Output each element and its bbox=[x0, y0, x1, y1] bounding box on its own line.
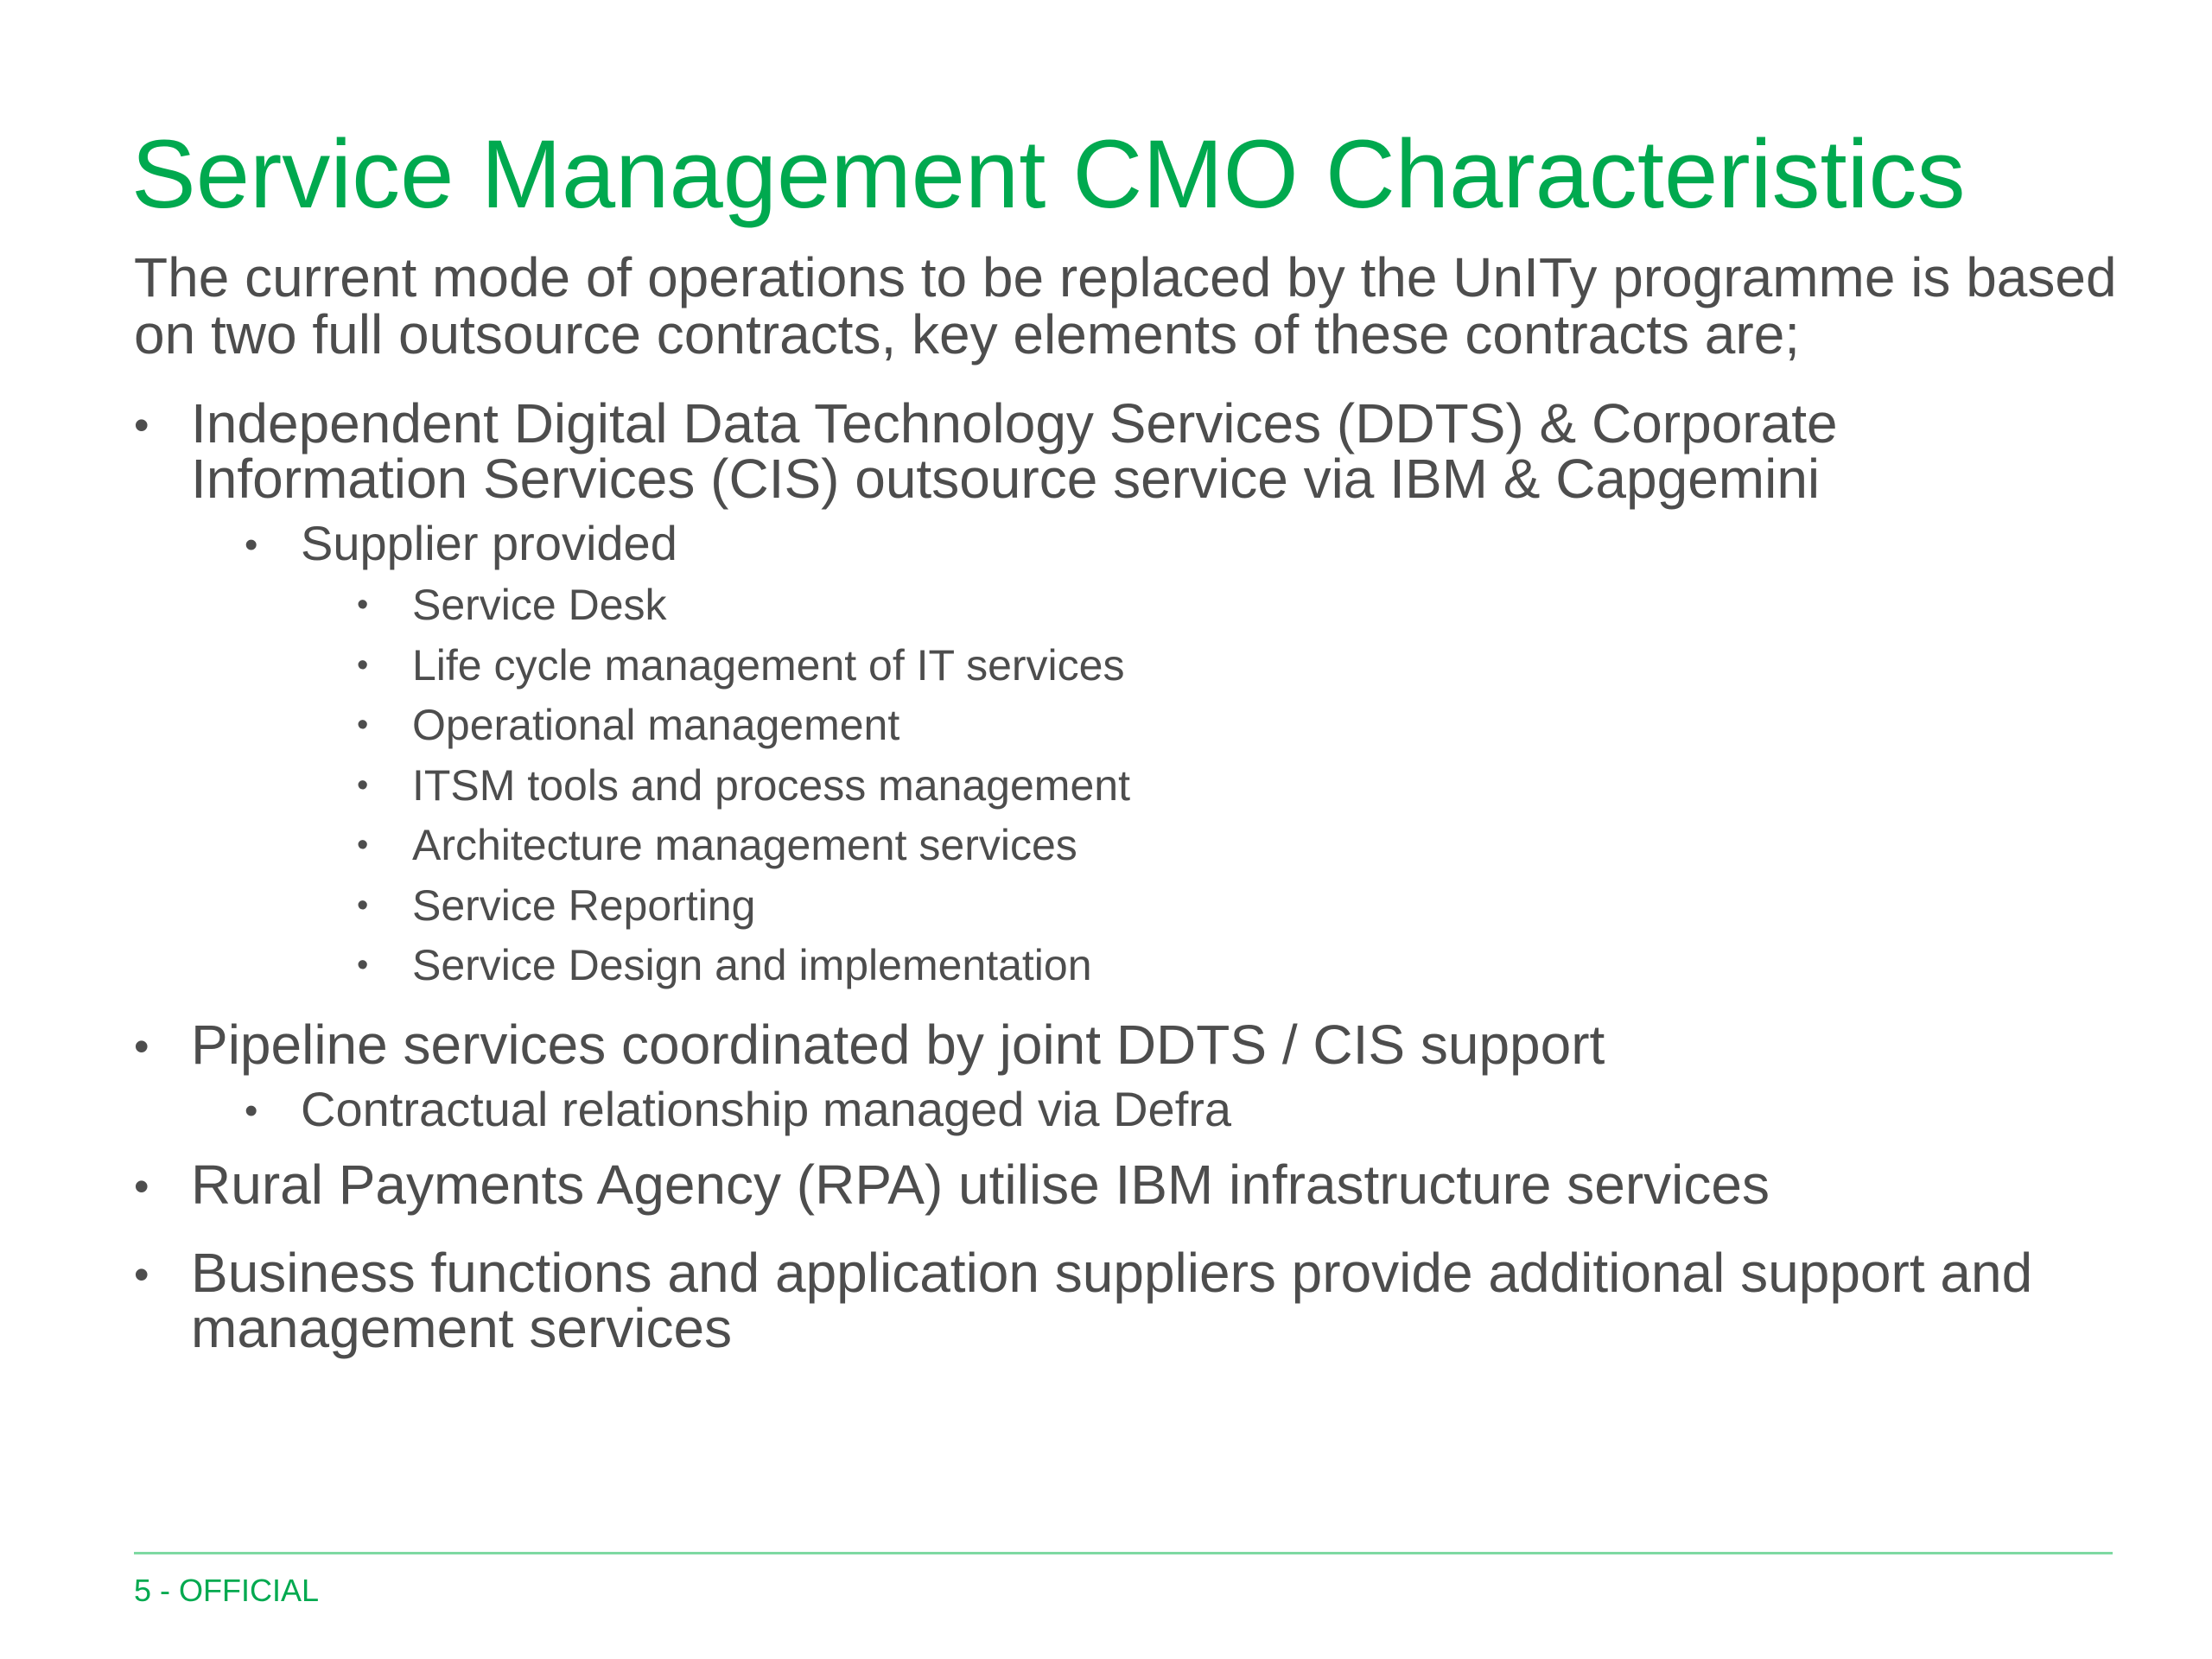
sub-sub-bullet-text: Operational management bbox=[412, 701, 900, 749]
bullet-dot: • bbox=[134, 401, 149, 449]
bullet-item bbox=[134, 1241, 2121, 1359]
bullet-item bbox=[134, 1013, 2121, 1136]
bullet-dot: • bbox=[357, 827, 369, 863]
bullet-text: Independent Digital Data Technology Services (DDTS) & Corporate Information Services (CIS) outsource service via IBM & Capgemini bbox=[191, 392, 1838, 510]
sub-sub-bullet-item bbox=[134, 696, 2121, 756]
bullet-dot: • bbox=[357, 707, 369, 743]
sub-sub-bullet-item bbox=[134, 936, 2121, 996]
sub-sub-bullet-item bbox=[134, 756, 2121, 817]
bullet-text: Business functions and application suppliers provide additional support and management services bbox=[191, 1241, 2033, 1359]
sub-sub-bullet-text: Service Reporting bbox=[412, 880, 756, 930]
bullet-dot: • bbox=[357, 766, 369, 804]
sub-sub-bullet-text: Life cycle management of IT services bbox=[412, 640, 1125, 690]
bullet-dot: • bbox=[134, 1161, 149, 1211]
sub-bullet-list bbox=[191, 517, 2121, 996]
sub-sub-bullet-list bbox=[301, 575, 2121, 996]
bullet-dot: • bbox=[245, 524, 258, 566]
bullet-dot: • bbox=[134, 1249, 149, 1299]
bullet-item bbox=[134, 392, 2121, 996]
bullet-item bbox=[134, 1153, 2121, 1216]
bullet-dot: • bbox=[245, 1089, 258, 1132]
sub-sub-bullet-item bbox=[134, 816, 2121, 876]
bullet-text: Pipeline services coordinated by joint DDTS / CIS support bbox=[191, 1013, 1605, 1076]
sub-bullet-item bbox=[134, 1083, 2121, 1136]
sub-sub-bullet-item bbox=[134, 575, 2121, 636]
bullet-content bbox=[134, 392, 2121, 1376]
sub-bullet-list bbox=[191, 1083, 2121, 1136]
bullet-dot: • bbox=[357, 587, 369, 623]
bullet-dot: • bbox=[357, 887, 369, 924]
bullet-dot: • bbox=[357, 947, 369, 983]
sub-bullet-text: Contractual relationship managed via Defra bbox=[301, 1081, 1232, 1136]
intro-paragraph: The current mode of operations to be replaced by the UnITy programme is based on two full outsource contracts, key elements of these contracts are; bbox=[134, 246, 2117, 365]
footer-label: 5 - OFFICIAL bbox=[134, 1573, 320, 1608]
slide-title: Service Management CMO Characteristics bbox=[131, 120, 1966, 228]
sub-sub-bullet-item bbox=[134, 876, 2121, 937]
bullet-list bbox=[134, 392, 2121, 1359]
sub-bullet-text: Supplier provided bbox=[301, 516, 677, 570]
sub-sub-bullet-text: Service Desk bbox=[412, 581, 667, 629]
sub-sub-bullet-text: Service Design and implementation bbox=[412, 941, 1092, 989]
bullet-dot: • bbox=[357, 646, 369, 683]
bullet-text: Rural Payments Agency (RPA) utilise IBM infrastructure services bbox=[191, 1153, 1770, 1216]
sub-sub-bullet-text: ITSM tools and process management bbox=[412, 760, 1130, 810]
sub-sub-bullet-text: Architecture management services bbox=[412, 821, 1077, 869]
bullet-dot: • bbox=[134, 1021, 149, 1071]
footer-divider bbox=[134, 1552, 2113, 1554]
sub-sub-bullet-item bbox=[134, 636, 2121, 696]
sub-bullet-item bbox=[134, 517, 2121, 996]
